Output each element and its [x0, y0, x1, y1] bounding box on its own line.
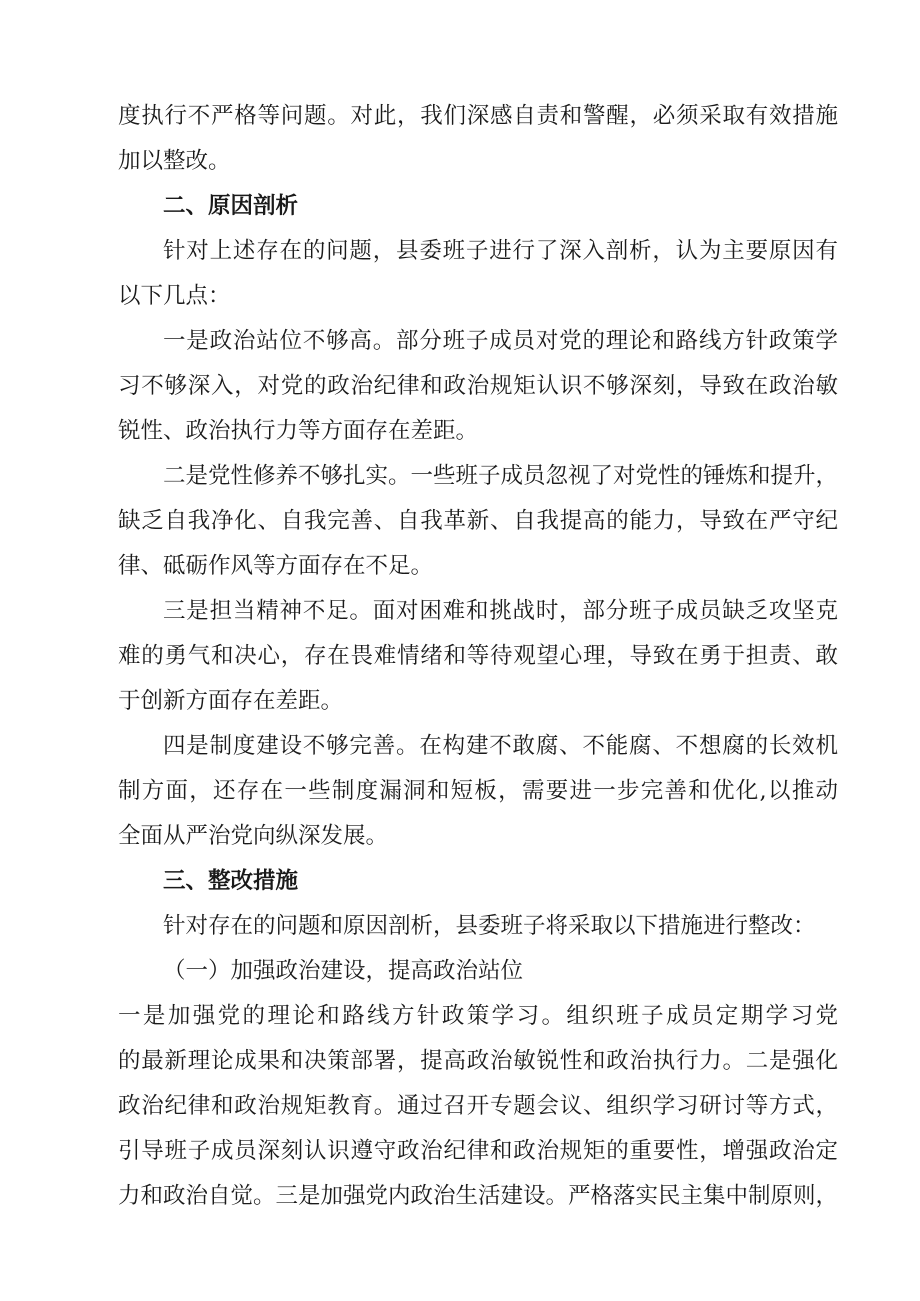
paragraph-line: 全面从严治党向纵深发展。 — [118, 823, 389, 849]
paragraph-line: 制方面，还存在一些制度漏洞和短板，需要进一步完善和优化,以推动 — [118, 778, 838, 804]
subsection-heading: （一）加强政治建设，提高政治站位 — [163, 958, 524, 984]
section-heading: 二、原因剖析 — [163, 193, 299, 219]
paragraph-line: 律、砥砺作风等方面存在不足。 — [118, 553, 434, 579]
paragraph-line: 加以整改。 — [118, 148, 231, 174]
paragraph-line: 二是党性修养不够扎实。一些班子成员忽视了对党性的锤炼和提升， — [163, 463, 838, 489]
paragraph-line: 难的勇气和决心，存在畏难情绪和等待观望心理，导致在勇于担责、敢 — [118, 643, 838, 669]
paragraph-line: 四是制度建设不够完善。在构建不敢腐、不能腐、不想腐的长效机 — [163, 733, 838, 759]
paragraph-line: 力和政治自觉。三是加强党内政治生活建设。严格落实民主集中制原则， — [118, 1183, 838, 1209]
paragraph-line: 引导班子成员深刻认识遵守政治纪律和政治规矩的重要性，增强政治定 — [118, 1138, 838, 1164]
paragraph-line: 习不够深入，对党的政治纪律和政治规矩认识不够深刻，导致在政治敏 — [118, 373, 838, 399]
paragraph-line: 针对存在的问题和原因剖析，县委班子将采取以下措施进行整改： — [163, 913, 816, 939]
paragraph-line: 一是政治站位不够高。部分班子成员对党的理论和路线方针政策学 — [163, 328, 838, 354]
paragraph-line: 三是担当精神不足。面对困难和挑战时，部分班子成员缺乏攻坚克 — [163, 598, 838, 624]
paragraph-line: 缺乏自我净化、自我完善、自我革新、自我提高的能力，导致在严守纪 — [118, 508, 838, 534]
paragraph-line: 针对上述存在的问题，县委班子进行了深入剖析，认为主要原因有 — [163, 238, 838, 264]
paragraph-line: 的最新理论成果和决策部署，提高政治敏锐性和政治执行力。二是强化 — [118, 1048, 838, 1074]
paragraph-line: 以下几点： — [118, 283, 231, 309]
paragraph-line: 政治纪律和政治规矩教育。通过召开专题会议、组织学习研讨等方式， — [118, 1093, 838, 1119]
section-heading: 三、整改措施 — [163, 868, 299, 894]
paragraph-line: 一是加强党的理论和路线方针政策学习。组织班子成员定期学习党 — [118, 1003, 838, 1029]
paragraph-line: 度执行不严格等问题。对此，我们深感自责和警醒，必须采取有效措施 — [118, 103, 838, 129]
paragraph-line: 于创新方面存在差距。 — [118, 688, 344, 714]
paragraph-line: 锐性、政治执行力等方面存在差距。 — [118, 418, 479, 444]
